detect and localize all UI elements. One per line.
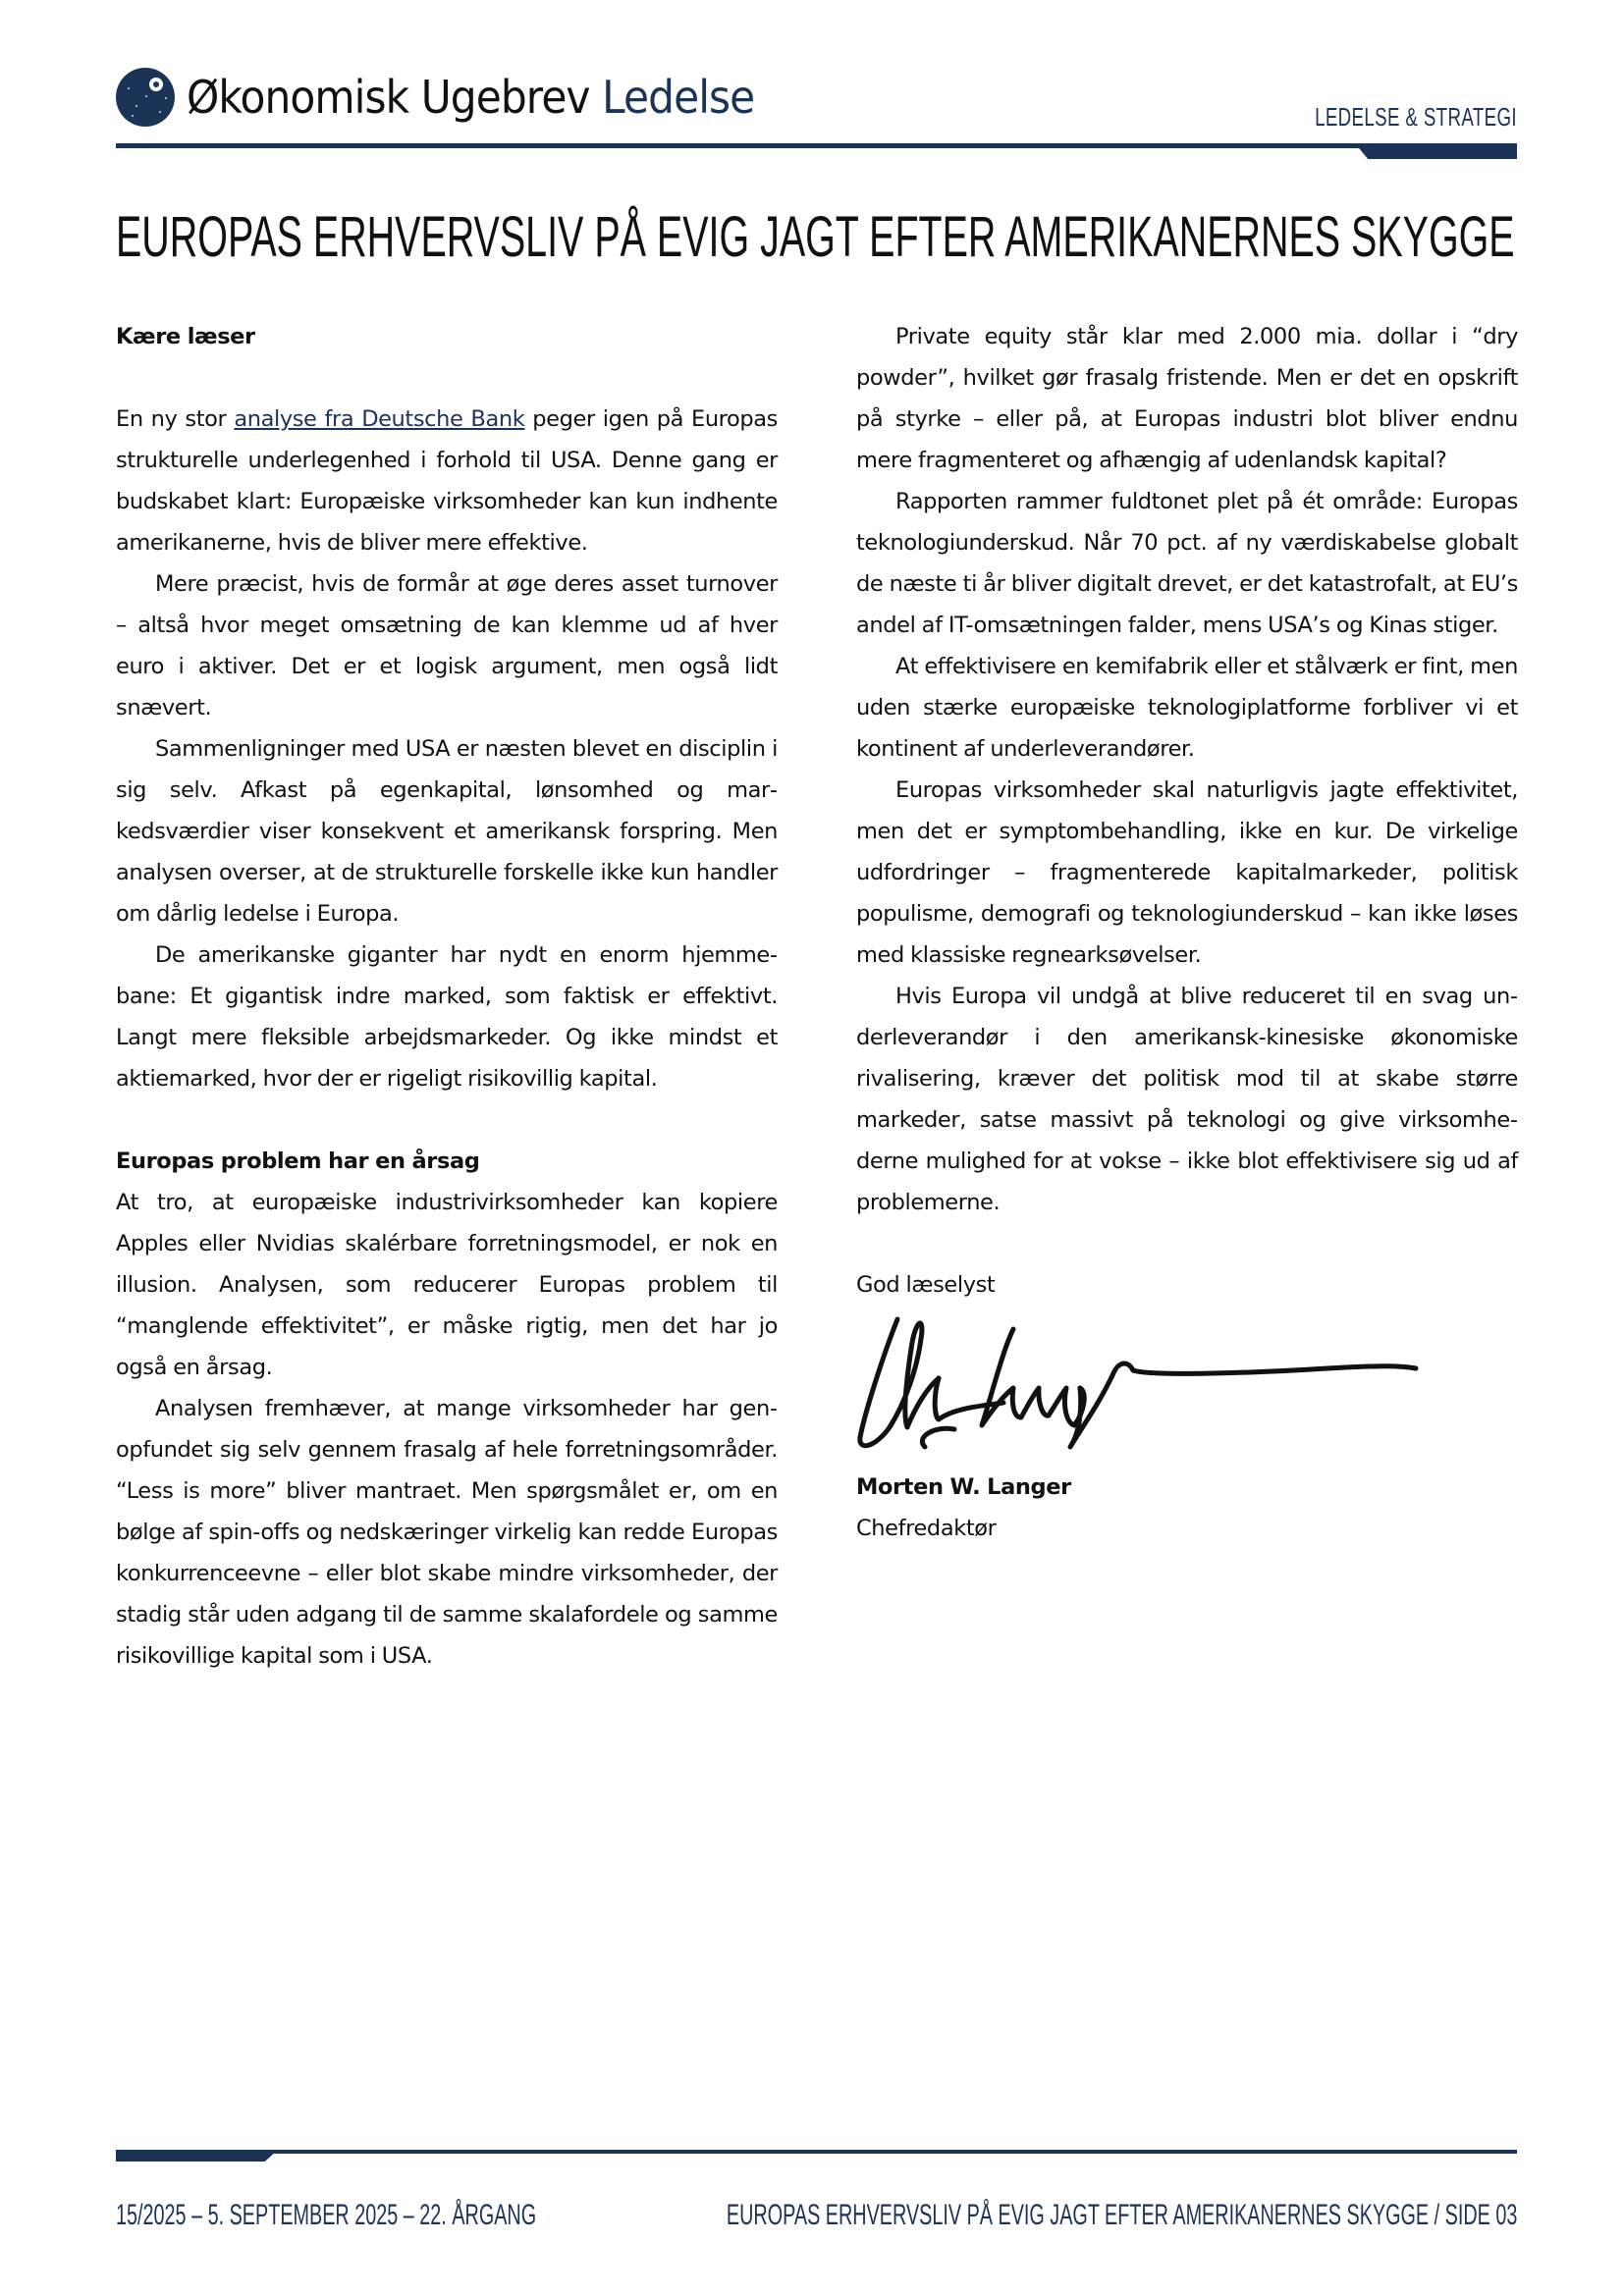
body-paragraph: Hvis Europa vil undgå at blive reduceret til en svag underleverandør i den amerikansk-kinesiske økonomiske rivalisering, kræver det politisk mod til at skabe større markeder, satse massivt på teknologi og give virksomhederne mulighed for at vokse – ikke blot effektivisere sig ud af problemerne. [856, 984, 1518, 1215]
section-label: LEDELSE & STRATEGI [1315, 102, 1517, 132]
header-tab [1355, 143, 1517, 159]
body-paragraph: Private equity står klar med 2.000 mia. dollar i “dry powder”, hvilket gør frasalg fristende. Men er det en opskrift på styrke – eller på, at Europas industri blot bliver endnu mere fragmenteret og afhængig af udenlandsk kapital? [856, 324, 1518, 473]
footer-tab [116, 2150, 278, 2162]
footer-rule [116, 2150, 1517, 2154]
salutation: Kære læser [116, 324, 255, 349]
body-paragraph: Mere præcist, hvis de formår at øge deres asset turnover – altså hvor meget omsætning de kan klemme ud af hver euro i aktiver. Det er et logisk argument, men også lidt snævert. [116, 571, 778, 721]
left-column [116, 316, 778, 1677]
article-title: EUROPAS ERHVERVSLIV PÅ EVIG JAGT EFTER AMERIKANERNES SKYGGE [116, 205, 1515, 269]
globe-logo-icon [116, 68, 175, 127]
brand-name: Økonomisk Ugebrev [187, 71, 590, 124]
body-paragraph: Analysen fremhæver, at mange virksomheder har genopfundet sig selv gennem frasalg af hele forretningsområder. “Less is more” bliver mantraet. Men spørgsmålet er, om en bølge af spin-offs og nedskæringer virkelig kan redde Europas konkurrenceevne – eller blot skabe mindre virksomheder, der stadig står uden adgang til de samme skalafordele og samme risikovillige kapital som i USA. [116, 1396, 778, 1669]
author-name: Morten W. Langer [856, 1474, 1071, 1500]
author-title: Chefredaktør [856, 1516, 997, 1541]
masthead-title [187, 71, 754, 124]
closing-greeting: God læselyst [856, 1272, 996, 1298]
issue-info: 15/2025 – 5. SEPTEMBER 2025 – 22. ÅRGANG [116, 2199, 537, 2231]
signature-icon [856, 1309, 1475, 1467]
intro-text-start: En ny stor [116, 406, 235, 432]
body-paragraph: At effektivisere en kemifabrik eller et stålværk er fint, men uden stærke europæiske teknologiplatforme forbliver vi et kontinent af underleverandører. [856, 654, 1518, 762]
masthead-logo [116, 63, 804, 132]
body-paragraph: Rapporten rammer fuldtonet plet på ét område: Europas teknologiunderskud. Når 70 pct. af ny værdiskabelse globalt de næste ti år bliver digitalt drevet, er det katastrofalt, at EU’s andel af IT-omsætningen falder, mens USA’s og Kinas stiger. [856, 489, 1518, 638]
body-paragraph: De amerikanske giganter har nydt en enorm hjemmebane: Et gigantisk indre marked, som faktisk er effektivt. Langt mere fleksible arbejdsmarkeder. Og ikke mindst et aktiemarked, hvor der er rigeligt risikovillig kapital. [116, 942, 778, 1092]
intro-paragraph [116, 399, 778, 563]
right-column [856, 316, 1518, 1549]
subheading: Europas problem har en årsag [116, 1148, 480, 1174]
body-paragraph: At tro, at europæiske industrivirksomheder kan kopiere Apples eller Nvidias skalérbare forretningsmodel, er nok en illusion. Analysen, som reducerer Europas problem til “manglende effektivitet”, er måske rigtig, men det har jo også en årsag. [116, 1190, 778, 1380]
header-rule [116, 143, 1517, 148]
brand-sub: Ledelse [602, 71, 755, 124]
intro-text-end: peger igen på Europas strukturelle underlegenhed i forhold til USA. Denne gang er budskabet klart: Europæiske virksomheder kan kun indhente amerikanerne, hvis de bliver mere effektive. [116, 406, 778, 556]
running-title-page-number: EUROPAS ERHVERVSLIV PÅ EVIG JAGT EFTER AMERIKANERNES SKYGGE / SIDE 03 [726, 2199, 1517, 2231]
deutsche-bank-analysis-link[interactable]: analyse fra Deutsche Bank [234, 406, 525, 432]
body-paragraph: Europas virksomheder skal naturligvis jagte effektivitet, men det er symptombehandling, ikke en kur. De virkelige udfordringer – fragmenterede kapitalmarkeder, politisk populisme, demografi og teknologiunderskud – kan ikke løses med klassiske regnearksøvelser. [856, 777, 1518, 968]
body-paragraph: Sammenligninger med USA er næsten blevet en disciplin i sig selv. Afkast på egenkapital, lønsomhed og markedsværdier viser konsekvent et amerikansk forspring. Men analysen overser, at de strukturelle forskelle ikke kun handler om dårlig ledelse i Europa. [116, 736, 778, 927]
